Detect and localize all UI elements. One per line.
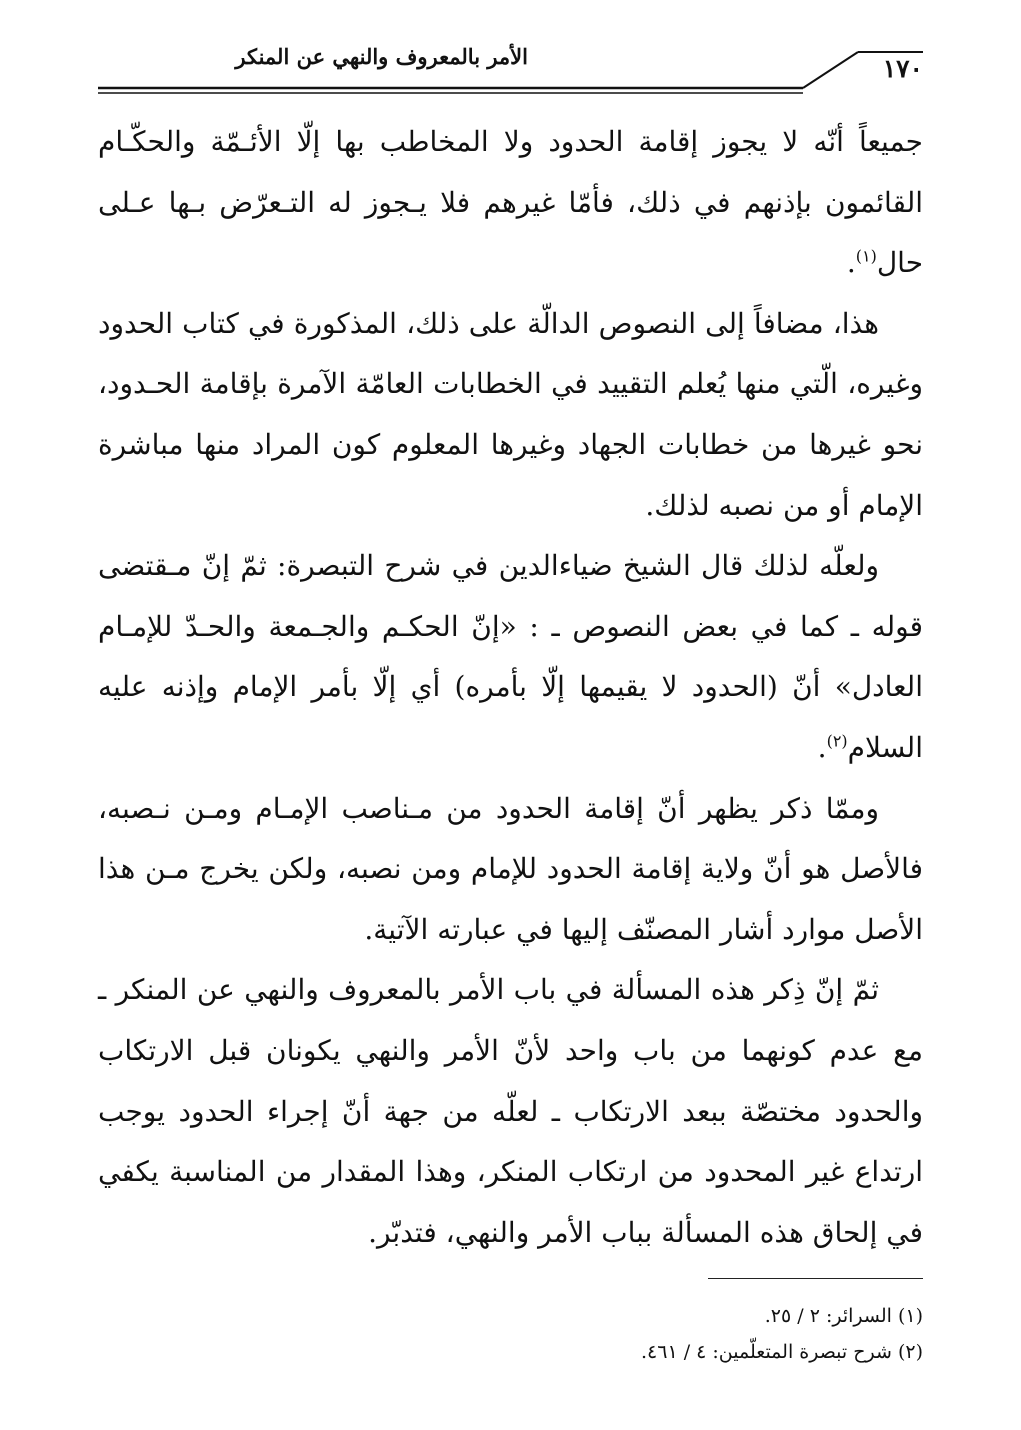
footnote-ref-2: (٢) — [826, 731, 848, 751]
page-number: ١٧٠ — [882, 54, 923, 83]
footnote-2: (٢) شرح تبصرة المتعلّمين: ٤ / ٤٦١. — [640, 1341, 923, 1363]
running-title: الأمر بالمعروف والنهي عن المنكر — [235, 44, 528, 69]
paragraph-3-text: ولعلّه لذلك قال الشيخ ضياءالدين في شرح التبصرة: ثمّ إنّ مـقتضى قوله ـ كما في بعض النصوص ـ : «إنّ الحكـم والجـمعة والحـدّ للإمـام العادل» أنّ (الحدود لا يقيمها إلّا بأمره) أي إلّا بأمر الإمام وإذنه عليه السلام — [98, 549, 923, 764]
paragraph-3 — [98, 536, 923, 778]
footnote-1: (١) السرائر: ٢ / ٢٥. — [764, 1305, 923, 1327]
paragraph-3-end: . — [817, 730, 827, 764]
footnote-separator — [708, 1278, 923, 1279]
footnotes — [98, 1298, 923, 1370]
paragraph-4: وممّا ذكر يظهر أنّ إقامة الحدود من مـناصب الإمـام ومـن نـصبه، فالأصل هو أنّ ولاية إقامة الحدود للإمام ومن نصبه، ولكن يخرج مـن هذا الأصل موارد أشار المصنّف إليها في عبارته الآتية. — [98, 791, 923, 946]
paragraph-1-text: جميعاً أنّه لا يجوز إقامة الحدود ولا المخاطب بها إلّا الأئـمّة والحكّـام القائمون بإذنهم في ذلك، فأمّا غيرهم فلا يـجوز له التـعرّض بـها عـلى حال — [98, 125, 924, 280]
paragraph-2: هذا، مضافاً إلى النصوص الدالّة على ذلك، المذكورة في كتاب الحدود وغيره، الّتي منها يُعلم التقييد في الخطابات العامّة الآمرة بإقامة الحـدود، نحو غيرها من خطابات الجهاد وغيرها المعلوم كون المراد منها مباشرة الإمام أو من نصبه لذلك. — [98, 306, 923, 522]
paragraph-5: ثمّ إنّ ذِكر هذه المسألة في باب الأمر بالمعروف والنهي عن المنكر ـ مع عدم كونهما من باب واحد لأنّ الأمر والنهي يكونان قبل الارتكاب والحدود مختصّة ببعد الارتكاب ـ لعلّه من جهة أنّ إجراء الحدود يوجب ارتداع غير المحدود من ارتكاب المنكر، وهذا المقدار من المناسبة يكفي في إلحاق هذه المسألة بباب الأمر والنهي، فتدبّر. — [98, 973, 923, 1249]
page-header — [98, 36, 923, 106]
main-text — [98, 112, 923, 1263]
footnote-ref-1: (١) — [855, 246, 877, 266]
paragraph-1-end: . — [846, 246, 856, 280]
paragraph-1 — [98, 112, 923, 294]
